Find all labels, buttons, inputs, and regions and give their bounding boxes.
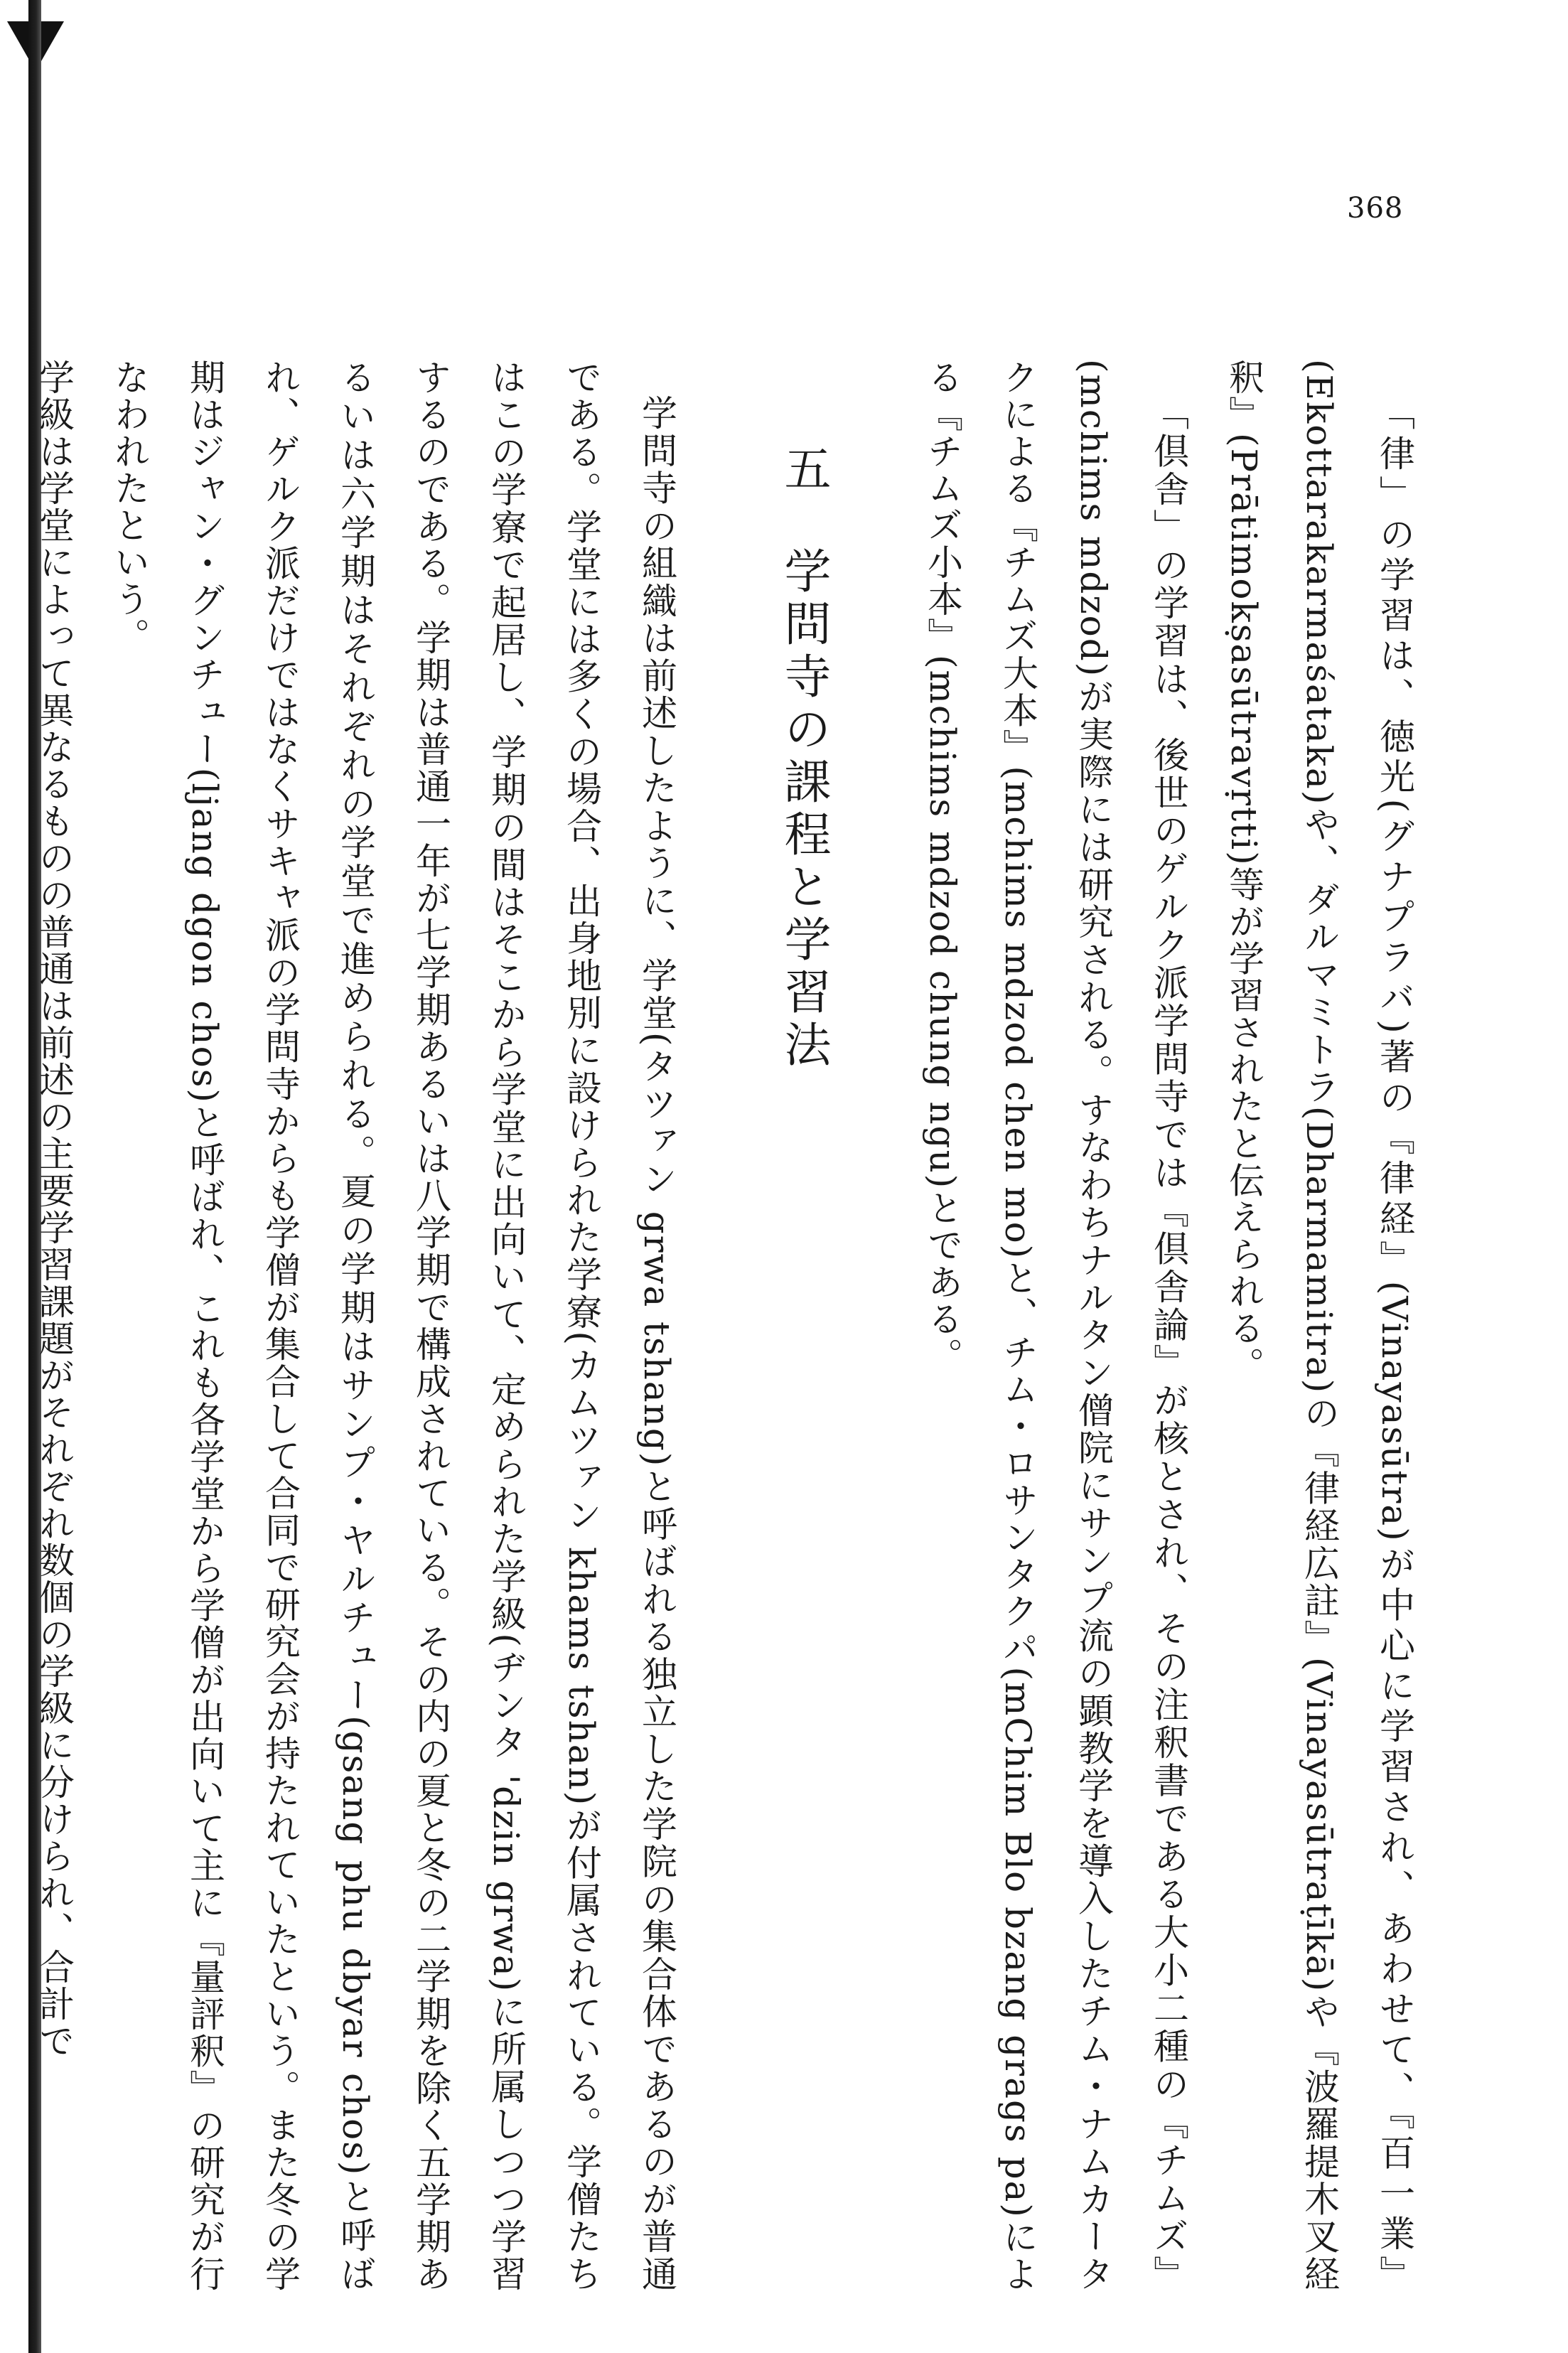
body-text [33,359,1432,2293]
paragraph-abhidharmakosa: 「倶舎」の学習は、後世のゲルク派学問寺では『倶舎論』が核とされ、その注釈書である大小二種の『チムズ』(mchims mdzod)が実際には研究される。すなわちナルタン僧院にサンプ流の顕教学を導入したチム・ナムカータクによる『チムズ大本』(mchims mdzod chen mo)と、チム・ロサンタクパ(mChim Blo bzang grags pa)による『チムズ小本』(mchims mdzod chung ngu)とである。 [922,359,1189,2293]
section-heading [766,359,841,2293]
paragraph-classes: 学級は学堂によって異なるものの普通は前述の主要学習課題がそれぞれ数個の学級に分けられ、合計で [33,359,75,2059]
section-title: 学問寺の課程と学習法 [776,547,831,1073]
page-number: 368 [1347,192,1404,225]
section-number: 五 [776,444,831,497]
paragraph-vinaya: 「律」の学習は、徳光(グナプラバ)著の『律経』(Vinayasūtra)が中心に学習され、あわせて、『百一業』(Ekottarakarmaśataka)や、ダルマミトラ(Dharmamitra)の『律経広註』(Vinayasūtraṭīkā)や『波羅提木叉経釈』(Prātimokṣasūtravṛtti)等が学習されたと伝えられる。 [1223,359,1415,2293]
paragraph-organization: 学問寺の組織は前述したように、学堂(タツァン grwa tshang)と呼ばれる独立した学院の集合体であるのが普通である。学堂には多くの場合、出身地別に設けられた学寮(カムツァン khams tshan)が付属されている。学僧たちはこの学寮で起居し、学期の間はそこから学堂に出向いて、定められた学級(ヂンタ 'dzin grwa)に所属しつつ学習するのである。学期は普通一年が七学期あるいは八学期で構成されている。その内の夏と冬の二学期を除く五学期あるいは六学期はそれぞれの学堂で進められる。夏の学期はサンプ・ヤルチュー(gsang phu dbyar chos)と呼ばれ、ゲルク派だけではなくサキャ派の学問寺からも学僧が集合して合同で研究会が持たれていたという。また冬の学期はジャン・グンチュー(ljang dgon chos)と呼ばれ、これも各学堂から学僧が出向いて主に『量評釈』の研究が行なわれたという。 [109,359,677,2293]
